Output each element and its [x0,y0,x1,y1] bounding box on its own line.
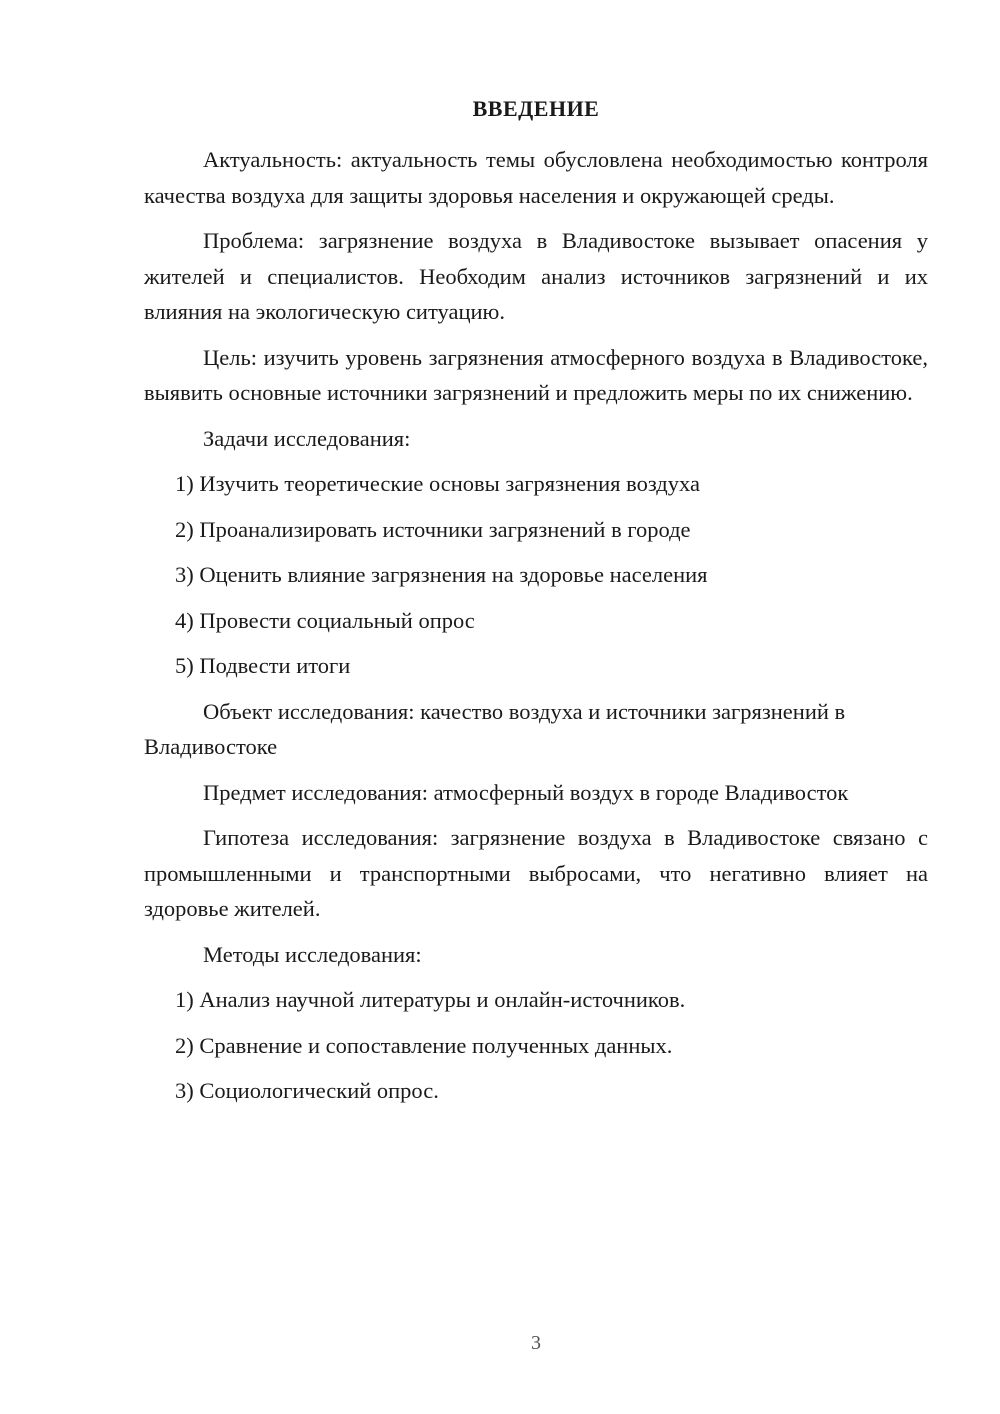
tasks-list [144,466,928,684]
list-item: 1) Изучить теоретические основы загрязнения воздуха [175,471,700,496]
list-item: 4) Провести социальный опрос [175,607,475,633]
relevance-paragraph: Актуальность: актуальность темы обусловлена необходимостью контроля качества воздуха для защиты здоровья населения и окружающей среды. [144,147,928,208]
list-item: 2) Сравнение и сопоставление полученных данных. [175,1032,673,1058]
methods-heading: Методы исследования: [203,941,422,967]
list-item: 3) Социологический опрос. [175,1078,439,1103]
list-item: 3) Оценить влияние загрязнения на здоровье населения [175,562,708,587]
list-item: 2) Проанализировать источники загрязнений в городе [175,516,691,542]
object-paragraph: Объект исследования: качество воздуха и источники загрязнений в Владивостоке [144,698,846,759]
subject-paragraph: Предмет исследования: атмосферный воздух в городе Владивосток [203,779,849,805]
methods-list [144,982,928,1109]
document-body [144,142,928,1119]
tasks-heading: Задачи исследования: [203,425,411,451]
goal-paragraph: Цель: изучить уровень загрязнения атмосферного воздуха в Владивостоке, выявить основные источники загрязнений и предложить меры по их снижению. [144,344,928,405]
page-number: 3 [531,1332,541,1354]
hypothesis-paragraph: Гипотеза исследования: загрязнение воздуха в Владивостоке связано с промышленными и транспортными выбросами, что негативно влияет на здоровье жителей. [144,825,928,921]
list-item: 5) Подвести итоги [175,653,351,678]
list-item: 1) Анализ научной литературы и онлайн-источников. [175,987,686,1012]
section-title: ВВЕДЕНИЕ [472,96,600,121]
problem-paragraph: Проблема: загрязнение воздуха в Владивостоке вызывает опасения у жителей и специалистов. Необходим анализ источников загрязнений и их влияния на экологическую ситуацию. [144,228,928,324]
